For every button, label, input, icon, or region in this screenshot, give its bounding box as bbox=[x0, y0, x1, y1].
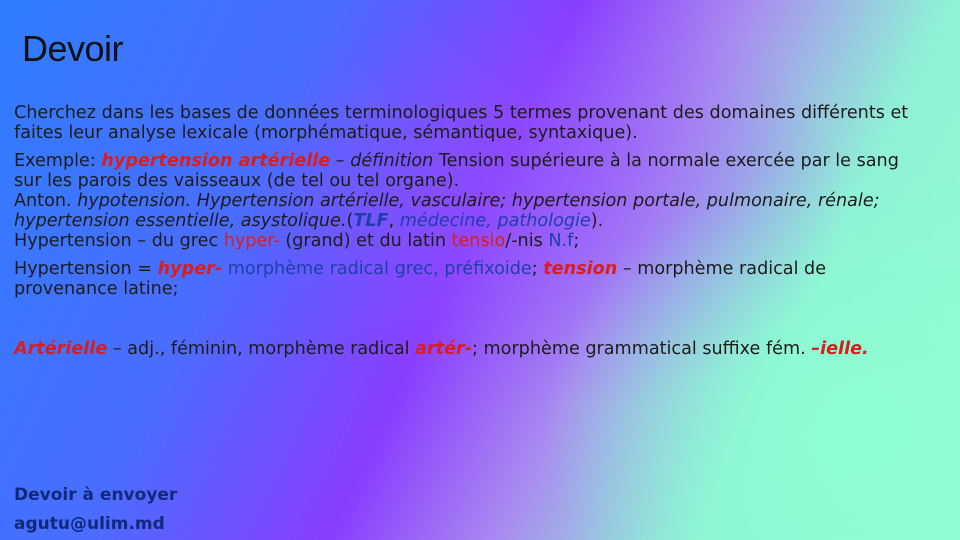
source-tlf: TLF bbox=[353, 211, 389, 231]
analysis-desc2: – morphème radical de provenance latine; bbox=[14, 259, 827, 299]
definition-text: Tension supérieure à la normale exercée par le sang sur les parois des vaisseaux (de tel ou tel organe). bbox=[14, 151, 899, 191]
source-close: ). bbox=[590, 211, 604, 231]
etymology-start: Hypertension – du grec bbox=[14, 231, 224, 251]
submission-label: Devoir à envoyer bbox=[14, 485, 178, 505]
analysis-start: Hypertension = bbox=[14, 259, 158, 279]
analysis-tension: tension bbox=[543, 259, 618, 279]
example-term: hypertension artérielle bbox=[101, 151, 331, 171]
instruction-paragraph: Cherchez dans les bases de données terminologiques 5 termes provenant des domaines différents et faites leur analyse lexicale (morphématique, sémantique, syntaxique). bbox=[14, 103, 909, 143]
definition-label: définition bbox=[350, 151, 434, 171]
example-paragraph bbox=[14, 151, 914, 251]
arterielle-suffix: –ielle. bbox=[811, 339, 869, 359]
arterielle-term: Artérielle bbox=[14, 339, 108, 359]
antonym-list: hypotension. Hypertension artérielle, vasculaire; hypertension portale, pulmonaire, rénale; hypertension essentielle, asystolique. bbox=[14, 191, 880, 231]
page-title: Devoir bbox=[22, 28, 124, 69]
source-open: ( bbox=[346, 211, 354, 231]
arterielle-paragraph bbox=[14, 339, 914, 359]
analysis-prefix: préfixoide bbox=[444, 259, 532, 279]
arterielle-desc2: ; morphème grammatical suffixe fém. bbox=[472, 339, 812, 359]
arterielle-root: artér- bbox=[415, 339, 473, 359]
analysis-hyper: hyper- bbox=[157, 259, 223, 279]
arterielle-desc1: – adj., féminin, morphème radical bbox=[107, 339, 416, 359]
antonym-label: Anton. bbox=[14, 191, 78, 211]
dash: – bbox=[330, 151, 351, 171]
analysis-semicolon: ; bbox=[531, 259, 544, 279]
analysis-desc1: morphème radical grec, bbox=[222, 259, 445, 279]
submission-email[interactable]: agutu@ulim.md bbox=[14, 514, 165, 534]
source-comma: , bbox=[388, 211, 400, 231]
example-label: Exemple: bbox=[14, 151, 102, 171]
spacer bbox=[14, 307, 914, 339]
etymology-nf: N.f bbox=[548, 231, 574, 251]
etymology-hyper: hyper- bbox=[223, 231, 280, 251]
etymology-nis: /-nis bbox=[505, 231, 549, 251]
morpheme-analysis-paragraph bbox=[14, 259, 914, 299]
submission-info bbox=[14, 481, 177, 539]
source-fields: médecine, pathologie bbox=[399, 211, 591, 231]
etymology-mid: (grand) et du latin bbox=[279, 231, 452, 251]
etymology-tensio: tensio bbox=[451, 231, 506, 251]
assignment-body bbox=[14, 103, 914, 367]
etymology-end: ; bbox=[573, 231, 580, 251]
